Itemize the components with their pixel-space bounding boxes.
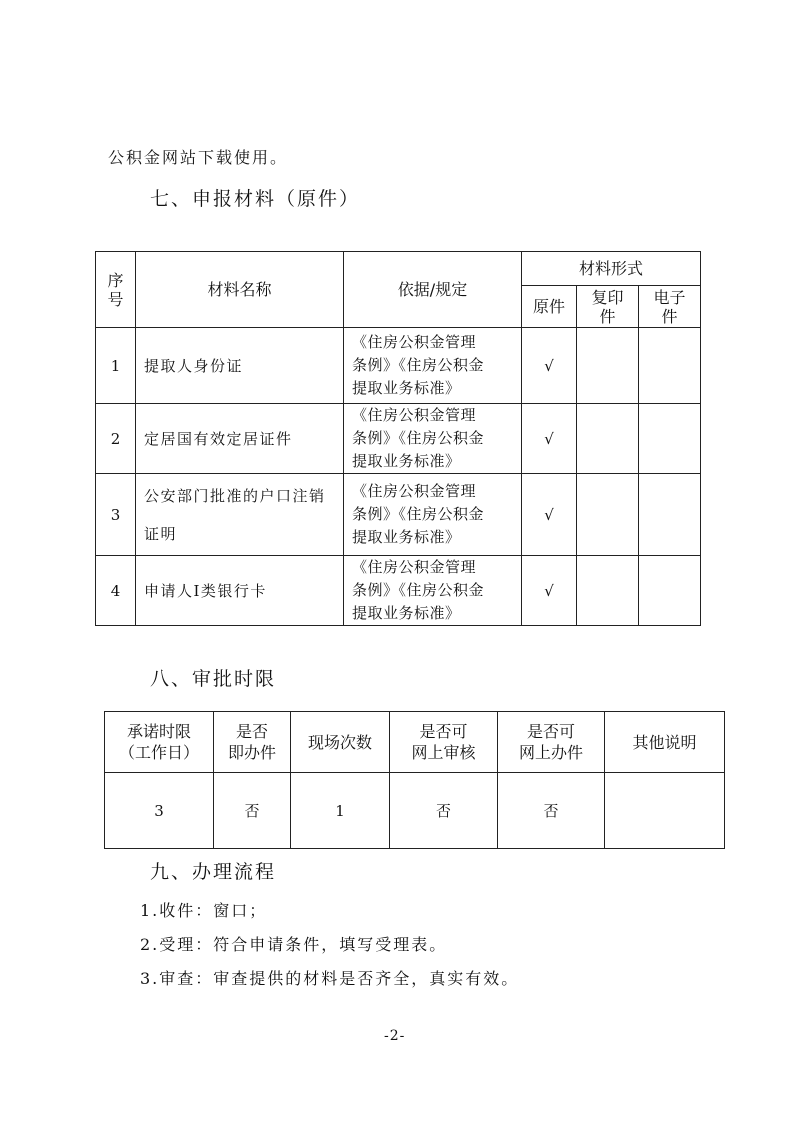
online-review-value: 否 [390,773,498,849]
header-seq: 序号 [96,252,136,328]
copy-cell [577,474,639,556]
material-name: 提取人身份证 [136,328,344,404]
visits-value: 1 [291,773,390,849]
row-index: 2 [96,404,136,474]
table-row [105,773,725,849]
process-step: 2.受理：符合申请条件，填写受理表。 [140,935,448,954]
materials-table [95,251,701,626]
section-9-heading: 九、办理流程 [150,861,277,883]
header-instant: 是否 即办件 [214,712,291,773]
header-basis: 依据/规定 [344,252,522,328]
approval-time-table [104,711,725,849]
original-check: √ [522,474,577,556]
online-process-value: 否 [498,773,605,849]
copy-cell [577,556,639,626]
original-check: √ [522,404,577,474]
electronic-cell [639,404,701,474]
material-name: 公安部门批准的户口注销证明 [136,474,344,556]
section-8-heading: 八、审批时限 [150,668,277,690]
header-online-review: 是否可 网上审核 [390,712,498,773]
electronic-cell [639,556,701,626]
copy-cell [577,328,639,404]
header-material-name: 材料名称 [136,252,344,328]
header-notes: 其他说明 [605,712,725,773]
table-row [96,556,701,626]
header-material-form: 材料形式 [522,252,701,286]
promise-value: 3 [105,773,214,849]
material-basis: 《住房公积金管理 条例》《住房公积金 提取业务标准》 [344,328,522,404]
notes-value [605,773,725,849]
row-index: 3 [96,474,136,556]
material-basis: 《住房公积金管理 条例》《住房公积金 提取业务标准》 [344,404,522,474]
original-check: √ [522,556,577,626]
row-index: 1 [96,328,136,404]
intro-line: 公积金网站下载使用。 [108,148,289,167]
copy-cell [577,404,639,474]
process-step: 1.收件：窗口； [140,901,268,920]
header-copy: 复印件 [577,286,639,328]
header-original: 原件 [522,286,577,328]
table-row [96,474,701,556]
header-online-process: 是否可 网上办件 [498,712,605,773]
instant-value: 否 [214,773,291,849]
header-promise-time: 承诺时限 （工作日） [105,712,214,773]
table-row [96,404,701,474]
process-step: 3.审查：审查提供的材料是否齐全，真实有效。 [140,969,520,988]
header-electronic: 电子件 [639,286,701,328]
row-index: 4 [96,556,136,626]
material-basis: 《住房公积金管理 条例》《住房公积金 提取业务标准》 [344,474,522,556]
page-number: -2- [384,1028,406,1044]
table-row [96,328,701,404]
original-check: √ [522,328,577,404]
header-visits: 现场次数 [291,712,390,773]
material-name: 定居国有效定居证件 [136,404,344,474]
electronic-cell [639,328,701,404]
material-name: 申请人I类银行卡 [136,556,344,626]
material-basis: 《住房公积金管理 条例》《住房公积金 提取业务标准》 [344,556,522,626]
electronic-cell [639,474,701,556]
section-7-heading: 七、申报材料（原件） [150,188,361,210]
